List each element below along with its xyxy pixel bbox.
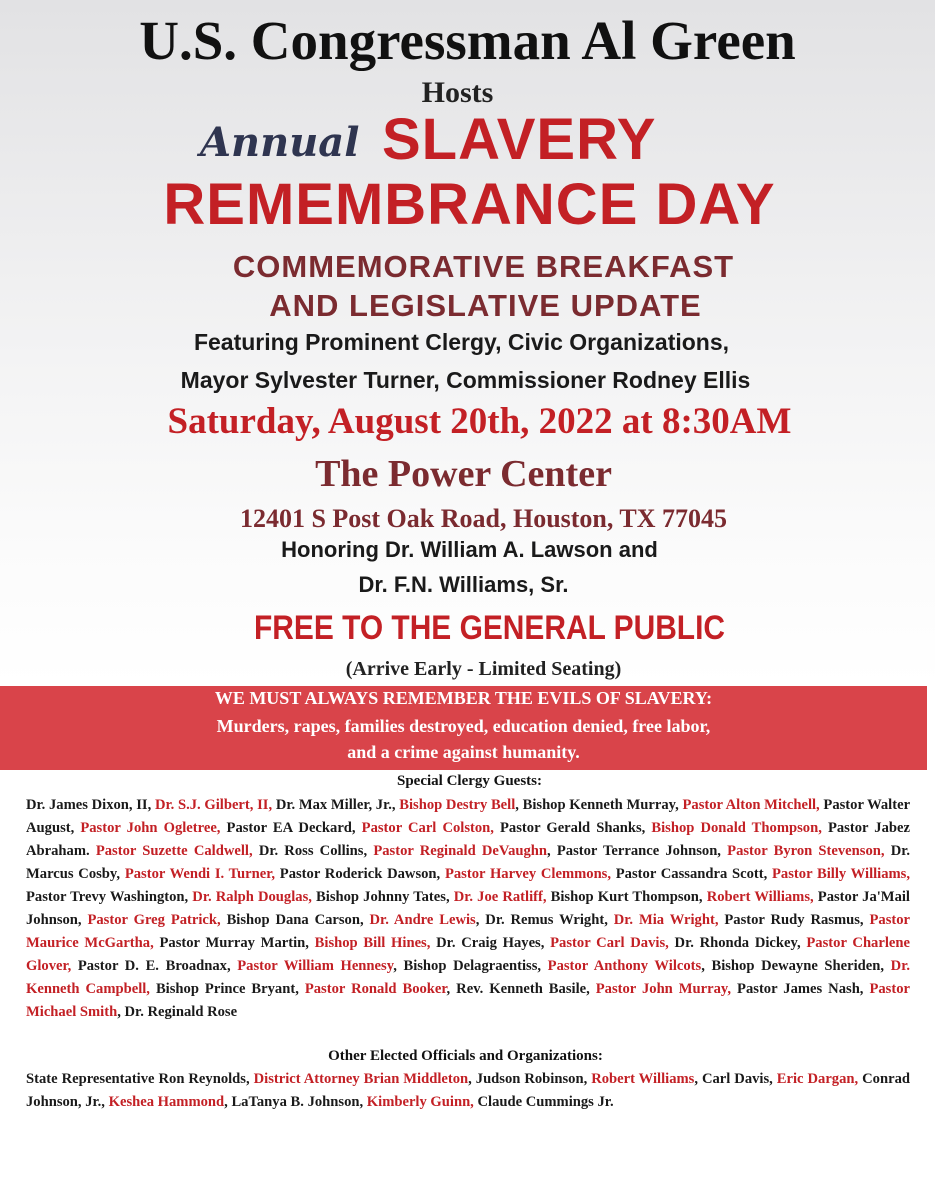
name-entry: , Carl Davis, — [694, 1071, 773, 1087]
officials-list — [26, 1068, 910, 1114]
highlighted-name: Pastor Byron Stevenson, — [727, 843, 885, 859]
name-entry: Pastor Cassandra Scott, — [615, 866, 768, 882]
name-entry: Bishop Johnny Tates, — [316, 889, 450, 905]
name-entry: , LaTanya B. Johnson, — [224, 1094, 364, 1110]
highlighted-name: Pastor Carl Colston, — [361, 820, 494, 836]
highlighted-name: Dr. Andre Lewis — [369, 912, 476, 928]
annual-script-text: Annual — [200, 119, 360, 166]
honoring-line-1: Honoring Dr. William A. Lawson and — [281, 537, 658, 562]
name-entry: Dr. Ross Collins, — [258, 843, 368, 859]
highlighted-name: Pastor Billy Williams, — [772, 866, 911, 882]
title-remembrance-day: REMEMBRANCE DAY — [163, 172, 776, 237]
highlighted-name: Pastor John Murray, — [595, 981, 732, 997]
highlighted-name: Bishop Donald Thompson, — [651, 820, 822, 836]
remember-banner — [0, 686, 927, 770]
name-entry: , Bishop Dewayne Sheriden, — [701, 958, 885, 974]
officials-heading: Other Elected Officials and Organizations: — [328, 1048, 603, 1064]
banner-line-2: Murders, rapes, families destroyed, education denied, free labor, — [216, 716, 711, 736]
name-entry: Bishop Prince Bryant, — [155, 981, 299, 997]
name-entry: , Pastor Terrance Johnson, — [547, 843, 721, 859]
name-entry: Pastor Ja'Mail Johnson, — [26, 889, 910, 928]
name-entry: Pastor Rudy Rasmus, — [724, 912, 864, 928]
highlighted-name: District Attorney Brian Middleton — [253, 1071, 469, 1087]
highlighted-name: Pastor Harvey Clemmons, — [444, 866, 612, 882]
name-entry: Dr. Craig Hayes, — [436, 935, 545, 951]
name-entry: Pastor EA Deckard, — [226, 820, 356, 836]
highlighted-name: Pastor Charlene Glover, — [26, 935, 910, 974]
highlighted-name: Robert Williams — [591, 1071, 695, 1087]
name-entry: Dr. Marcus Cosby, — [26, 843, 911, 882]
highlighted-name: Dr. S.J. Gilbert, II, — [154, 797, 273, 813]
highlighted-name: Robert Williams, — [706, 889, 814, 905]
highlighted-name: Bishop Bill Hines, — [314, 935, 431, 951]
highlighted-name: Pastor Ronald Booker — [304, 981, 447, 997]
name-entry: , Judson Robinson, — [468, 1071, 588, 1087]
event-date: Saturday, August 20th, 2022 at 8:30AM — [167, 401, 792, 442]
event-address: 12401 S Post Oak Road, Houston, TX 77045 — [239, 504, 728, 533]
subtitle-legislative-update: AND LEGISLATIVE UPDATE — [269, 288, 702, 323]
arrive-early-notice: (Arrive Early - Limited Seating) — [345, 658, 622, 680]
featuring-line-2: Mayor Sylvester Turner, Commissioner Rodney Ellis — [180, 367, 751, 393]
name-entry: Pastor Walter August, — [26, 797, 911, 836]
highlighted-name: Pastor William Hennesy — [237, 958, 394, 974]
highlighted-name: Pastor Carl Davis, — [550, 935, 669, 951]
highlighted-name: Dr. Joe Ratliff, — [453, 889, 547, 905]
highlighted-name: Pastor Wendi I. Turner, — [124, 866, 276, 882]
name-entry: Dr. Rhonda Dickey, — [674, 935, 801, 951]
highlighted-name: Pastor John Ogletree, — [80, 820, 221, 836]
highlighted-name: Bishop Destry Bell — [399, 797, 516, 813]
name-entry: Pastor Trevy Washington, — [26, 889, 189, 905]
name-entry: Bishop Kurt Thompson, — [550, 889, 703, 905]
name-entry: , Bishop Kenneth Murray, — [515, 797, 679, 813]
name-entry: Pastor James Nash, — [737, 981, 864, 997]
name-entry: Conrad Johnson, Jr., — [26, 1071, 910, 1110]
highlighted-name: Pastor Michael Smith — [26, 981, 910, 1020]
highlighted-name: Pastor Greg Patrick, — [87, 912, 221, 928]
name-entry: Dr. Max Miller, Jr., — [275, 797, 396, 813]
highlighted-name: Dr. Kenneth Campbell, — [26, 958, 910, 997]
highlighted-name: Keshea Hammond — [108, 1094, 225, 1110]
highlighted-name: Pastor Reginald DeVaughn — [373, 843, 548, 859]
free-admission-notice: FREE TO THE GENERAL PUBLIC — [253, 609, 725, 647]
name-entry: Pastor Roderick Dawson, — [279, 866, 441, 882]
subtitle-commemorative-breakfast: COMMEMORATIVE BREAKFAST — [232, 249, 735, 284]
honoring-line-2: Dr. F.N. Williams, Sr. — [358, 572, 569, 597]
highlighted-name: Kimberly Guinn, — [366, 1094, 474, 1110]
highlighted-name: Dr. Ralph Douglas, — [192, 889, 312, 905]
name-entry: , Dr. Reginald Rose — [117, 1004, 238, 1020]
highlighted-name: Dr. Mia Wright, — [613, 912, 719, 928]
highlighted-name: Pastor Anthony Wilcots — [547, 958, 702, 974]
title-slavery: SLAVERY — [382, 107, 657, 172]
name-entry: , Rev. Kenneth Basile, — [446, 981, 590, 997]
name-entry: Pastor Murray Martin, — [159, 935, 309, 951]
name-entry: Bishop Dana Carson, — [226, 912, 364, 928]
name-entry: , Bishop Delagraentiss, — [393, 958, 542, 974]
clergy-guest-list — [26, 794, 910, 1024]
name-entry: Pastor Jabez Abraham. — [26, 820, 910, 859]
event-venue: The Power Center — [315, 453, 612, 495]
name-entry: State Representative Ron Reynolds, — [26, 1071, 250, 1087]
featuring-line-1: Featuring Prominent Clergy, Civic Organizations, — [193, 329, 730, 355]
clergy-guests-heading: Special Clergy Guests: — [397, 773, 542, 789]
highlighted-name: Pastor Suzette Caldwell, — [95, 843, 253, 859]
name-entry: Claude Cummings Jr. — [477, 1094, 614, 1110]
name-entry: Pastor Gerald Shanks, — [500, 820, 646, 836]
highlighted-name: Eric Dargan, — [776, 1071, 859, 1087]
banner-line-3: and a crime against humanity. — [347, 742, 580, 762]
highlighted-name: Pastor Alton Mitchell, — [682, 797, 820, 813]
hosts-text: Hosts — [421, 76, 494, 109]
highlighted-name: Pastor Maurice McGartha, — [26, 912, 911, 951]
congressman-heading: U.S. Congressman Al Green — [139, 10, 796, 71]
name-entry: Pastor D. E. Broadnax, — [77, 958, 231, 974]
name-entry: , Dr. Remus Wright, — [475, 912, 608, 928]
banner-line-1: WE MUST ALWAYS REMEMBER THE EVILS OF SLAVERY: — [214, 688, 713, 708]
name-entry: Dr. James Dixon, II, — [26, 797, 152, 813]
